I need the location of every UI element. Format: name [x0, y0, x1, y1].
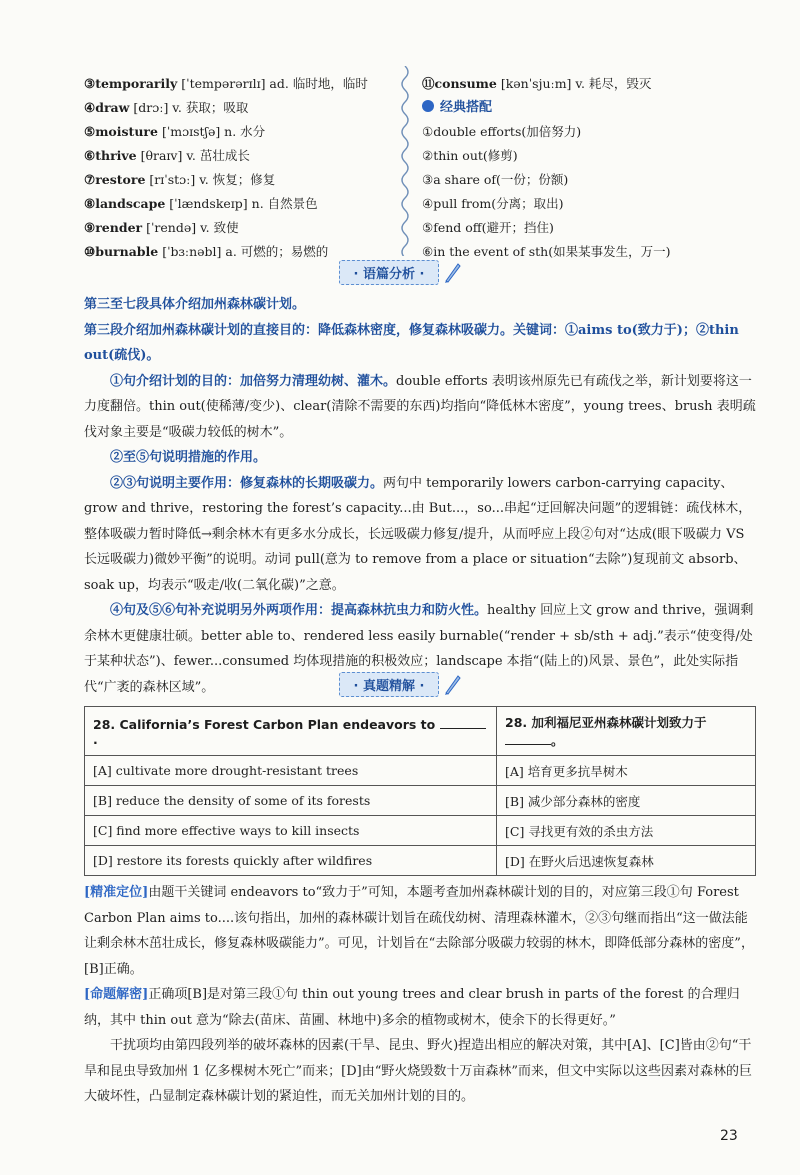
analysis-point: ①句介绍计划的目的：加倍努力清理幼树、灌木。double efforts 表明该州原先已有疏伐之举，新计划要将这一力度翻倍。thin out(使稀薄/变少)、clear(清除不需要的东西)均指向“降低林木密度”，young trees、brush 表明疏伐对象主要是“吸碳力较低的树木”。 [84, 373, 756, 440]
vocab-item: ⑨render [ˈrendə] v. 致使 [84, 220, 239, 235]
option-row [85, 816, 756, 846]
vocab-item: ⑥thrive [θraɪv] v. 茁壮成长 [84, 148, 250, 163]
explanation-distractors: 干扰项均由第四段列举的破坏森林的因素(干旱、昆虫、野火)捏造出相应的解决对策，其中[A]、[C]皆由②句“干旱和昆虫导致加州 1 亿多棵树木死亡”而来；[D]由“野火烧毁数十万亩森林”而来，但文中实际以这些因素对森林的巨大破坏性，凸显制定森林碳计划的紧迫性，而无关加州计划的目的。 [84, 1038, 753, 1104]
option-zh: [B] 减少部分森林的密度 [497, 786, 756, 816]
option-en: [A] cultivate more drought-resistant trees [85, 756, 497, 786]
analysis-point: ②至⑤句说明措施的作用。 [110, 450, 267, 465]
bullet-icon [422, 100, 434, 112]
discourse-analysis [84, 292, 756, 700]
question-stem-zh: 28. 加利福尼亚州森林碳计划致力于。 [497, 707, 756, 756]
option-en: [D] restore its forests quickly after wildfires [85, 846, 497, 876]
collocation-item: ⑥in the event of sth(如果某事发生，万一) [422, 244, 671, 259]
wavy-divider-icon [395, 66, 415, 256]
vocabulary-list-left [84, 72, 384, 264]
explanation-decode: [命题解密]正确项[B]是对第三段①句 thin out young trees and clear brush in parts of the forest 的合理归纳，其中 thin out 意为“除去(苗床、苗圃、林地中)多余的植物或树木，使余下的长得更好。” [84, 987, 740, 1028]
option-zh: [D] 在野火后迅速恢复森林 [497, 846, 756, 876]
collocation-item: ⑤fend off(避开；挡住) [422, 220, 554, 235]
vocab-item: ⑧landscape [ˈlændskeɪp] n. 自然景色 [84, 196, 318, 211]
section-banner-analysis [0, 260, 800, 284]
answer-blank [440, 716, 486, 729]
collocation-item: ①double efforts(加倍努力) [422, 124, 582, 139]
option-en: [C] find more effective ways to kill insects [85, 816, 497, 846]
question-stem-row [85, 707, 756, 756]
vocab-item: ⑤moisture [ˈmɔɪstʃə] n. 水分 [84, 124, 266, 139]
question-table [84, 706, 756, 876]
analysis-paragraph-three: 第三段介绍加州森林碳计划的直接目的：降低森林密度，修复森林吸碳力。关键词：①aims to(致力于)；②thin out(疏伐)。 [84, 322, 739, 363]
collocation-item: ④pull from(分离；取出) [422, 196, 564, 211]
section-banner-question [0, 672, 800, 696]
pen-icon [443, 673, 461, 695]
analysis-summary: 第三至七段具体介绍加州森林碳计划。 [84, 297, 306, 312]
vocab-item: ⑦restore [rɪˈstɔː] v. 恢复；修复 [84, 172, 276, 187]
collocation-item: ③a share of(一份；份额) [422, 172, 569, 187]
banner-label: · 真题精解 · [339, 672, 440, 697]
option-zh: [A] 培育更多抗旱树木 [497, 756, 756, 786]
vocab-item: ⑩burnable [ˈbɜːnəbl] a. 可燃的；易燃的 [84, 244, 329, 259]
vocabulary-list-right [422, 72, 762, 264]
analysis-point: ②③句说明主要作用：修复森林的长期吸碳力。两句中 temporarily lowers carbon-carrying capacity、grow and thrive，restoring the forest’s capacity...由 But...，so...串起“迂回解决问题”的逻辑链：疏伐林木，整体吸碳力暂时降低→剩余林木有更多水分成长，长远吸碳力修复/提升，从而呼应上段②句对“达成(眼下吸碳力 VS 长远吸碳力)微妙平衡”的说明。动词 pull(意为 to remove from a place or situation“去除”)复现前文 absorb、soak up，均表示“吸走/收(二氧化碳)”之意。 [84, 475, 752, 593]
analysis-point: ④句及⑤⑥句补充说明另外两项作用：提高森林抗虫力和防火性。healthy 回应上文 grow and thrive，强调剩余林木更健康壮硕。better able to、rendered less easily burnable(“render + sb/sth + adj.”表示“使变得/处于某种状态”)、fewer...consumed 均体现措施的积极效应；landscape 本指“(陆上的)风景、景色”，此处实际指代“广袤的森林区域”。 [84, 603, 754, 695]
option-en: [B] reduce the density of some of its forests [85, 786, 497, 816]
collocation-item: ②thin out(修剪) [422, 148, 518, 163]
option-row [85, 846, 756, 876]
vocab-item: ④draw [drɔː] v. 获取；吸取 [84, 100, 249, 115]
collocations-heading: 经典搭配 [422, 96, 762, 120]
option-row [85, 786, 756, 816]
answer-blank [505, 732, 551, 745]
answer-explanation [84, 880, 756, 1110]
page-number: 23 [720, 1128, 738, 1144]
explanation-locate: [精准定位]由题干关键词 endeavors to“致力于”可知，本题考查加州森林碳计划的目的，对应第三段①句 Forest Carbon Plan aims to....该句指出，加州的森林碳计划旨在疏伐幼树、清理森林灌木，②③句继而指出“这一做法能让剩余林木茁壮成长，修复森林吸碳能力”。可见，计划旨在“去除部分吸碳力较弱的林木，即降低部分森林的密度”，[B]正确。 [84, 885, 754, 977]
banner-label: · 语篇分析 · [339, 260, 440, 285]
vocab-item: ⑪consume [kənˈsjuːm] v. 耗尽，毁灭 [422, 76, 652, 91]
option-row [85, 756, 756, 786]
pen-icon [443, 261, 461, 283]
vocab-item: ③temporarily [ˈtempərərɪlɪ] ad. 临时地，临时 [84, 76, 368, 91]
question-stem-en: 28. California’s Forest Carbon Plan endeavors to . [85, 707, 497, 756]
option-zh: [C] 寻找更有效的杀虫方法 [497, 816, 756, 846]
